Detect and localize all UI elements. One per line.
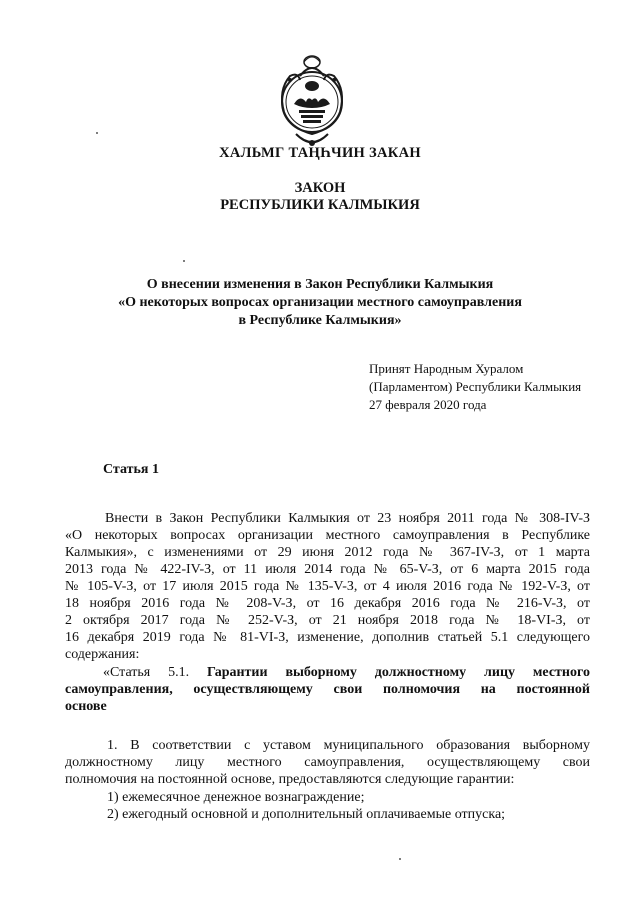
paragraph-line: Внести в Закон Республики Калмыкия от 23 ноября 2011 года № 308-IV-З [105,511,590,526]
article-5-1-heading [103,664,590,681]
scan-speck [96,132,98,134]
subject-line: О внесении изменения в Закон Республики Калмыкия [146,277,494,292]
law-subject [0,276,640,330]
adoption-line: (Парламентом) Республики Калмыкия [369,379,582,394]
paragraph-line: содержания: [65,647,140,662]
article-5-1-number: «Статья 5.1. [103,665,190,680]
subject-line: в Республике Калмыкия» [238,313,402,328]
paragraph-line: Калмыкия», с изменениями от 29 июня 2012 года № 367-IV-З, от 1 марта [65,545,590,560]
scan-speck [183,260,185,262]
article-5-1-title: Гарантии выборному должностному лицу местного [207,665,590,680]
scan-speck [399,858,401,860]
paragraph-line: «О некоторых вопросах организации местного самоуправления в Республике [65,528,590,543]
paragraph-line: № 105-V-З, от 17 июля 2015 года № 135-V-З, от 4 июля 2016 года № 192-V-З, от [65,579,590,594]
list-item: 2) ежегодный основной и дополнительный оплачиваемые отпуска; [107,807,506,822]
paragraph-line: 2 октября 2017 года № 252-V-З, от 21 ноября 2018 года № 18-VI-З, от [65,613,590,628]
paragraph-line: должностному лицу местного самоуправления, осуществляющему свои [65,755,590,770]
article-5-1-title-line: самоуправления, осуществляющему свои полномочия на постоянной [65,682,590,697]
adoption-note [369,360,619,414]
law-republic-title: РЕСПУБЛИКИ КАЛМЫКИЯ [220,197,420,213]
native-language-title: ХАЛЬМГ ТАҢҺЧИН ЗАКАН [219,145,421,161]
paragraph-line: 16 декабря 2019 года № 81-VI-З, изменение, дополнив статьей 5.1 следующего [65,630,590,645]
article-heading: Статья 1 [103,462,159,477]
subject-line: «О некоторых вопросах организации местного самоуправления [118,295,522,310]
republic-emblem-icon [270,50,354,154]
paragraph-line: полномочия на постоянной основе, предоставляются следующие гарантии: [65,772,515,787]
article-5-1-title-line: основе [65,699,107,714]
paragraph-line: 2013 года № 422-IV-З, от 11 июля 2014 года № 65-V-З, от 6 марта 2015 года [65,562,590,577]
adoption-line: Принят Народным Хуралом [369,361,524,376]
paragraph-line: 1. В соответствии с уставом муниципального образования выборному [107,738,590,753]
adoption-date: 27 февраля 2020 года [369,397,487,412]
paragraph-line: 18 ноября 2016 года № 208-V-З, от 16 декабря 2016 года № 216-V-З, от [65,596,590,611]
law-title: ЗАКОН [294,180,346,196]
list-item: 1) ежемесячное денежное вознаграждение; [107,790,365,805]
